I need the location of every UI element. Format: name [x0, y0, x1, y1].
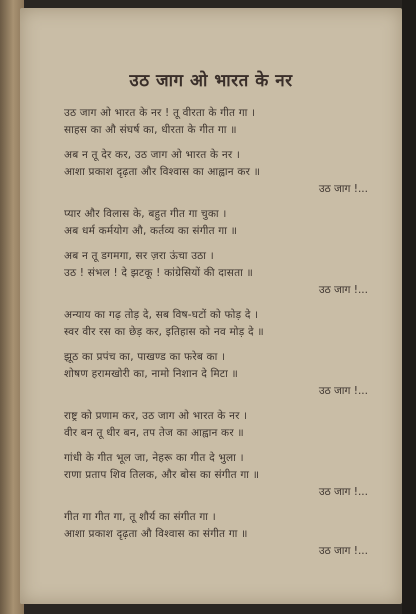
poem-line: वीर बन तू धीर बन, तप तेज का आह्वान कर ॥ [64, 427, 244, 439]
stanza [64, 248, 386, 299]
refrain: उठ जाग !... [318, 486, 368, 498]
poem-line: उठ जाग ओ भारत के नर ! तू वीरता के गीत गा । [64, 107, 256, 119]
refrain: उठ जाग !... [318, 284, 368, 296]
refrain: उठ जाग !... [318, 183, 368, 195]
book-page [20, 8, 402, 604]
poem-line: राणा प्रताप शिव तिलक, और बोस का संगीत गा ॥ [64, 469, 260, 481]
poem-line: झूठ का प्रपंच का, पाखण्ड का फरेब का । [64, 351, 226, 363]
refrain: उठ जाग !... [318, 385, 368, 397]
poem-line: अब न तू डगमगा, सर ज़रा ऊंचा उठा । [64, 250, 214, 262]
poem-line: राष्ट्र को प्रणाम कर, उठ जाग ओ भारत के नर । [64, 410, 248, 422]
poem-line: आशा प्रकाश दृढ़ता और विश्वास का आह्वान कर ॥ [64, 166, 261, 178]
poem-body [64, 105, 386, 568]
stanza [64, 349, 386, 400]
stanza [64, 105, 386, 139]
poem-line: गांधी के गीत भूल जा, नेहरू का गीत दे भुला । [64, 452, 244, 464]
poem-line: शोषण हरामखोरी का, नामो निशान दे मिटा ॥ [64, 368, 239, 380]
book-background-edge [402, 0, 416, 614]
poem-line: गीत गा गीत गा, तू शौर्य का संगीत गा । [64, 511, 216, 523]
poem-line: अब न तू देर कर, उठ जाग ओ भारत के नर । [64, 149, 241, 161]
stanza [64, 206, 386, 240]
stanza [64, 147, 386, 198]
stanza [64, 307, 386, 341]
poem-line: अब धर्म कर्मयोग औ, कर्तव्य का संगीत गा ॥ [64, 225, 238, 237]
poem-line: साहस का औ संघर्ष का, धीरता के गीत गा ॥ [64, 124, 237, 136]
poem-line: प्यार और विलास के, बहुत गीत गा चुका । [64, 208, 227, 220]
poem-title: उठ जाग ओ भारत के नर [129, 71, 293, 91]
poem-line: स्वर वीर रस का छेड़ कर, इतिहास को नव मोड़ दे ॥ [64, 326, 264, 338]
poem-line: उठ ! संभल ! दे झटकू ! कांग्रेसियों की दासता ॥ [64, 267, 254, 279]
poem-line: आशा प्रकाश दृढ़ता औ विश्वास का संगीत गा ॥ [64, 528, 248, 540]
stanza [64, 450, 386, 501]
refrain: उठ जाग !... [318, 545, 368, 557]
stanza [64, 408, 386, 442]
poem-line: अन्याय का गढ़ तोड़ दे, सब विष-घटों को फोड़ दे । [64, 309, 259, 321]
stanza [64, 509, 386, 560]
